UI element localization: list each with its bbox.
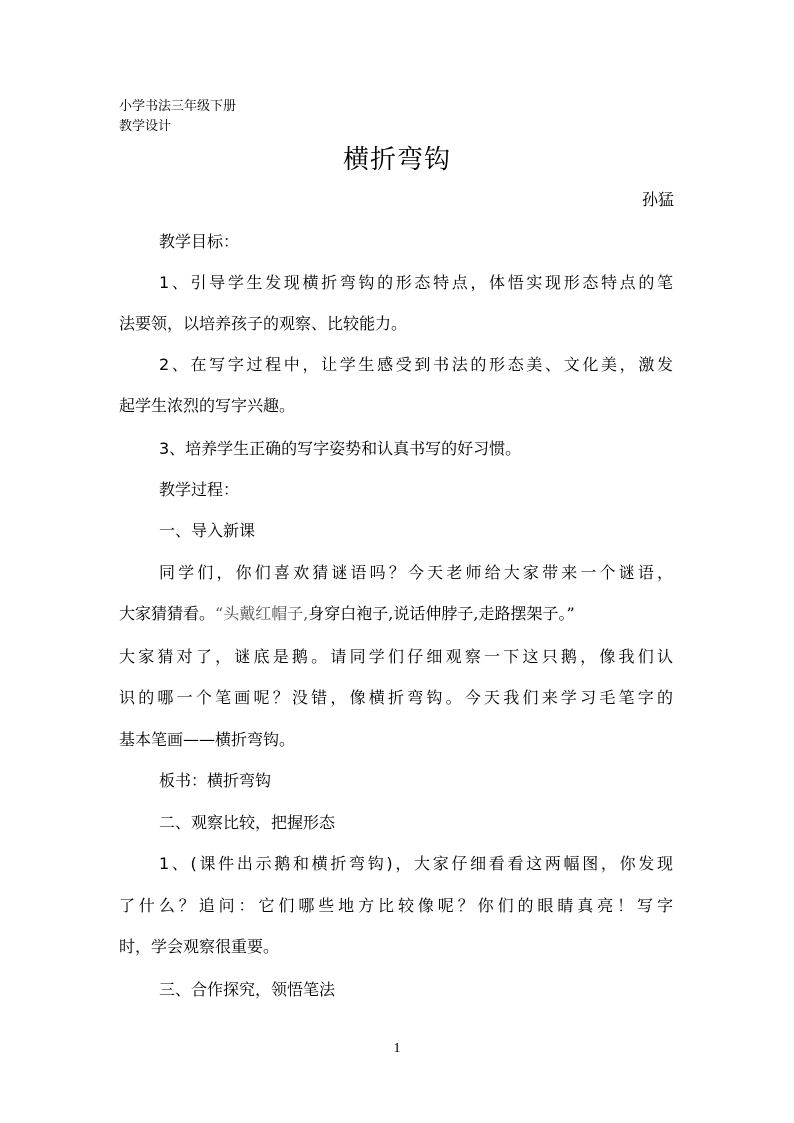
author-name: 孙猛 xyxy=(641,190,674,209)
intro-paragraph-line-5: 基本笔画——横折弯钩。 xyxy=(119,730,296,749)
goal-item-2-line-1: 2、在写字过程中，让学生感受到书法的形态美、文化美，激发 xyxy=(159,355,673,374)
observe-paragraph-line-1: 1、(课件出示鹅和横折弯钩)，大家仔细看看这两幅图，你发现 xyxy=(159,854,673,873)
intro-paragraph-line-2 xyxy=(119,602,575,626)
header-grade: 小学书法三年级下册 xyxy=(119,99,237,114)
section-3-title: 三、合作探究，领悟笔法 xyxy=(159,980,336,999)
section-1-title: 一、导入新课 xyxy=(159,521,256,540)
goal-item-1-line-2: 法要领，以培养孩子的观察、比较能力。 xyxy=(119,314,408,333)
riddle-text-faded: “头戴红帽子, xyxy=(215,604,309,623)
intro-paragraph-line-3: 大家猜对了，谜底是鹅。请同学们仔细观察一下这只鹅，像我们认 xyxy=(119,647,673,666)
process-heading: 教学过程： xyxy=(159,480,240,499)
observe-paragraph-line-3: 时，学会观察很重要。 xyxy=(119,937,280,956)
section-2-title: 二、观察比较，把握形态 xyxy=(159,813,336,832)
intro-paragraph-line-4: 识的哪一个笔画呢？没错，像横折弯钩。今天我们来学习毛笔字的 xyxy=(119,688,673,707)
riddle-text: 身穿白袍子,说话伸脖子,走路摆架子。” xyxy=(308,604,575,623)
goal-item-3: 3、培养学生正确的写字姿势和认真书写的好习惯。 xyxy=(159,439,522,458)
goal-item-1-line-1: 1、引导学生发现横折弯钩的形态特点，体悟实现形态特点的笔 xyxy=(159,273,673,292)
goal-item-2-line-2: 起学生浓烈的写字兴趣。 xyxy=(119,396,296,415)
goals-heading: 教学目标： xyxy=(159,232,240,251)
riddle-lead: 大家猜猜看。 xyxy=(119,604,216,623)
board-writing: 板书：横折弯钩 xyxy=(159,771,272,790)
observe-paragraph-line-2: 了什么？追问：它们哪些地方比较像呢？你们的眼睛真亮！写字 xyxy=(119,896,673,915)
page-title: 横折弯钩 xyxy=(342,145,451,175)
header-type: 教学设计 xyxy=(119,119,172,134)
page-number: 1 xyxy=(393,1041,401,1056)
intro-paragraph-line-1: 同学们，你们喜欢猜谜语吗？今天老师给大家带来一个谜语， xyxy=(159,563,673,582)
